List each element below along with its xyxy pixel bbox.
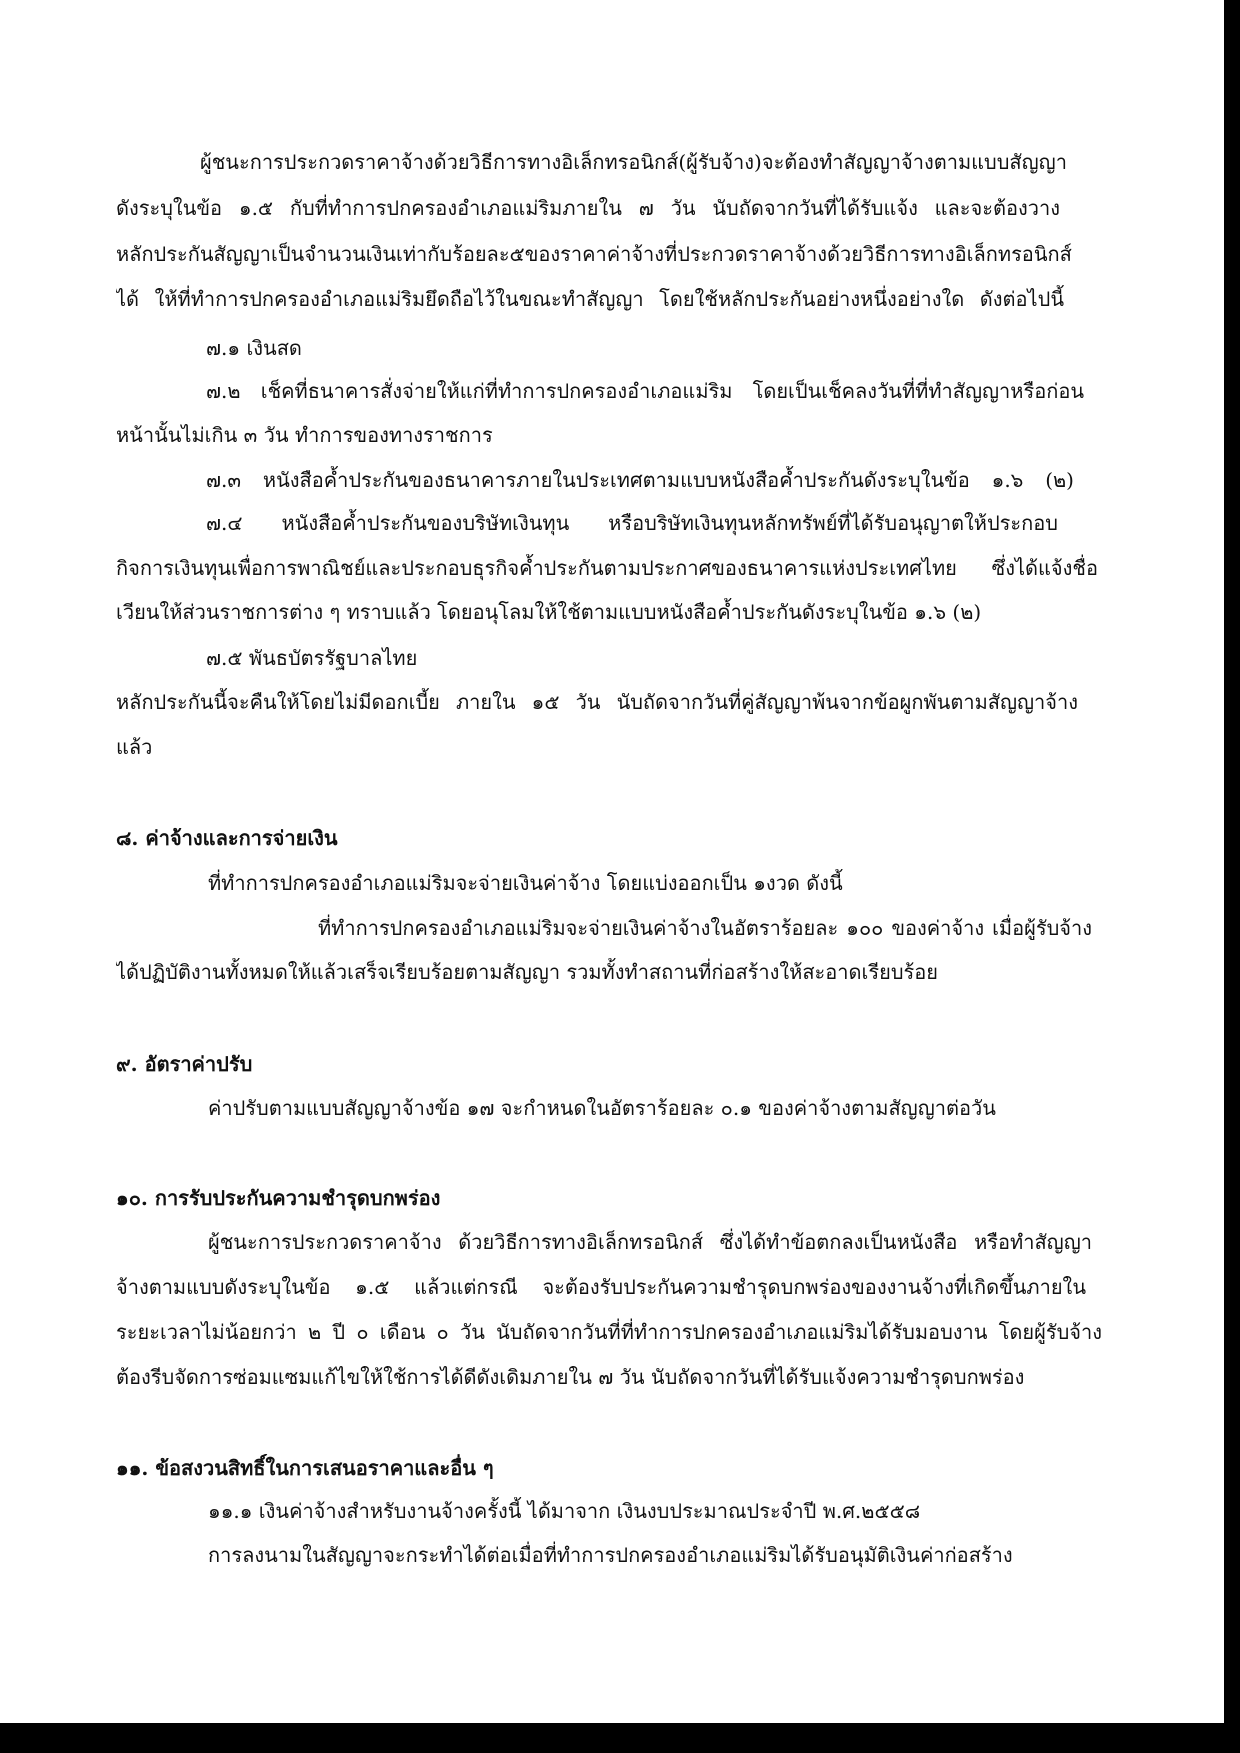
- section7-refund-line-1: หลักประกันนี้จะคืนให้โดยไม่มีดอกเบี้ย ภายใน ๑๕ วัน นับถัดจากวันที่คู่สัญญาพ้นจากข้อผูกพันตามสัญญาจ้าง: [116, 690, 1078, 714]
- section9-heading: ๙. อัตราค่าปรับ: [116, 1052, 253, 1076]
- section7-intro-line-4: ได้ ให้ที่ทำการปกครองอำเภอแม่ริมยึดถือไว้ในขณะทำสัญญา โดยใช้หลักประกันอย่างหนึ่งอย่างใด ดังต่อไปนี้: [116, 287, 1064, 311]
- section7-item-1: ๗.๑ เงินสด: [206, 336, 302, 360]
- section7-item-4-line-3: เวียนให้ส่วนราชการต่าง ๆ ทราบแล้ว โดยอนุโลมให้ใช้ตามแบบหนังสือค้ำประกันดังระบุในข้อ ๑.๖ (๒): [116, 600, 982, 624]
- section8-heading: ๘. ค่าจ้างและการจ่ายเงิน: [116, 826, 338, 850]
- section7-refund-line-2: แล้ว: [116, 735, 153, 759]
- section7-item-2-line-1: ๗.๒ เช็คที่ธนาคารสั่งจ่ายให้แก่ที่ทำการปกครองอำเภอแม่ริม โดยเป็นเช็คลงวันที่ที่ทำสัญญาหรือก่อน: [206, 379, 1084, 403]
- scan-bottom-border: [0, 1723, 1240, 1753]
- section11-line-1: ๑๑.๑ เงินค่าจ้างสำหรับงานจ้างครั้งนี้ ได้มาจาก เงินงบประมาณประจำปี พ.ศ.๒๕๕๘: [208, 1499, 921, 1523]
- section8-line-2: ที่ทำการปกครองอำเภอแม่ริมจะจ่ายเงินค่าจ้างในอัตราร้อยละ ๑๐๐ ของค่าจ้าง เมื่อผู้รับจ้าง: [318, 916, 1092, 940]
- section11-line-2: การลงนามในสัญญาจะกระทำได้ต่อเมื่อที่ทำการปกครองอำเภอแม่ริมได้รับอนุมัติเงินค่าก่อสร้าง: [208, 1543, 1013, 1567]
- scan-right-border: [1224, 0, 1240, 1753]
- section10-heading: ๑๐. การรับประกันความชำรุดบกพร่อง: [116, 1186, 441, 1210]
- section7-intro-line-3: หลักประกันสัญญาเป็นจำนวนเงินเท่ากับร้อยละ๕ของราคาค่าจ้างที่ประกวดราคาจ้างด้วยวิธีการทางอิเล็กทรอนิกส์: [116, 242, 1072, 266]
- section10-line-2: จ้างตามแบบดังระบุในข้อ ๑.๕ แล้วแต่กรณี จะต้องรับประกันความชำรุดบกพร่องของงานจ้างที่เกิดขึ้นภายใน: [116, 1275, 1086, 1299]
- section10-line-3: ระยะเวลาไม่น้อยกว่า ๒ ปี ๐ เดือน ๐ วัน นับถัดจากวันที่ที่ทำการปกครองอำเภอแม่ริมได้รับมอบงาน โดยผู้รับจ้าง: [116, 1320, 1102, 1344]
- section8-line-3: ได้ปฏิบัติงานทั้งหมดให้แล้วเสร็จเรียบร้อยตามสัญญา รวมทั้งทำสถานที่ก่อสร้างให้สะอาดเรียบร้อย: [116, 960, 938, 984]
- section7-item-4-line-2: กิจการเงินทุนเพื่อการพาณิชย์และประกอบธุรกิจค้ำประกันตามประกาศของธนาคารแห่งประเทศไทย ซึ่งได้แจ้งชื่อ: [116, 556, 1098, 580]
- section7-item-4-line-1: ๗.๔ หนังสือค้ำประกันของบริษัทเงินทุน หรือบริษัทเงินทุนหลักทรัพย์ที่ได้รับอนุญาตให้ประกอบ: [206, 511, 1058, 535]
- section7-intro-line-2: ดังระบุในข้อ ๑.๕ กับที่ทำการปกครองอำเภอแม่ริมภายใน ๗ วัน นับถัดจากวันที่ได้รับแจ้ง และจะต้องวาง: [116, 196, 1060, 220]
- section10-line-4: ต้องรีบจัดการซ่อมแซมแก้ไขให้ใช้การได้ดีดังเดิมภายใน ๗ วัน นับถัดจากวันที่ได้รับแจ้งความชำรุดบกพร่อง: [116, 1365, 1025, 1389]
- section7-intro-line-1: ผู้ชนะการประกวดราคาจ้างด้วยวิธีการทางอิเล็กทรอนิกส์(ผู้รับจ้าง)จะต้องทำสัญญาจ้างตามแบบสัญญา: [200, 150, 1067, 174]
- section10-line-1: ผู้ชนะการประกวดราคาจ้าง ด้วยวิธีการทางอิเล็กทรอนิกส์ ซึ่งได้ทำข้อตกลงเป็นหนังสือ หรือทำสัญญา: [208, 1230, 1092, 1254]
- section8-line-1: ที่ทำการปกครองอำเภอแม่ริมจะจ่ายเงินค่าจ้าง โดยแบ่งออกเป็น ๑งวด ดังนี้: [208, 871, 843, 895]
- section7-item-3: ๗.๓ หนังสือค้ำประกันของธนาคารภายในประเทศตามแบบหนังสือค้ำประกันดังระบุในข้อ ๑.๖ (๒): [206, 468, 1074, 492]
- section7-item-2-line-2: หน้านั้นไม่เกิน ๓ วัน ทำการของทางราชการ: [116, 423, 493, 447]
- section11-heading: ๑๑. ข้อสงวนสิทธิ์ในการเสนอราคาและอื่น ๆ: [116, 1456, 494, 1480]
- section9-line-1: ค่าปรับตามแบบสัญญาจ้างข้อ ๑๗ จะกำหนดในอัตราร้อยละ ๐.๑ ของค่าจ้างตามสัญญาต่อวัน: [208, 1096, 996, 1120]
- section7-item-5: ๗.๕ พันธบัตรรัฐบาลไทย: [206, 646, 418, 670]
